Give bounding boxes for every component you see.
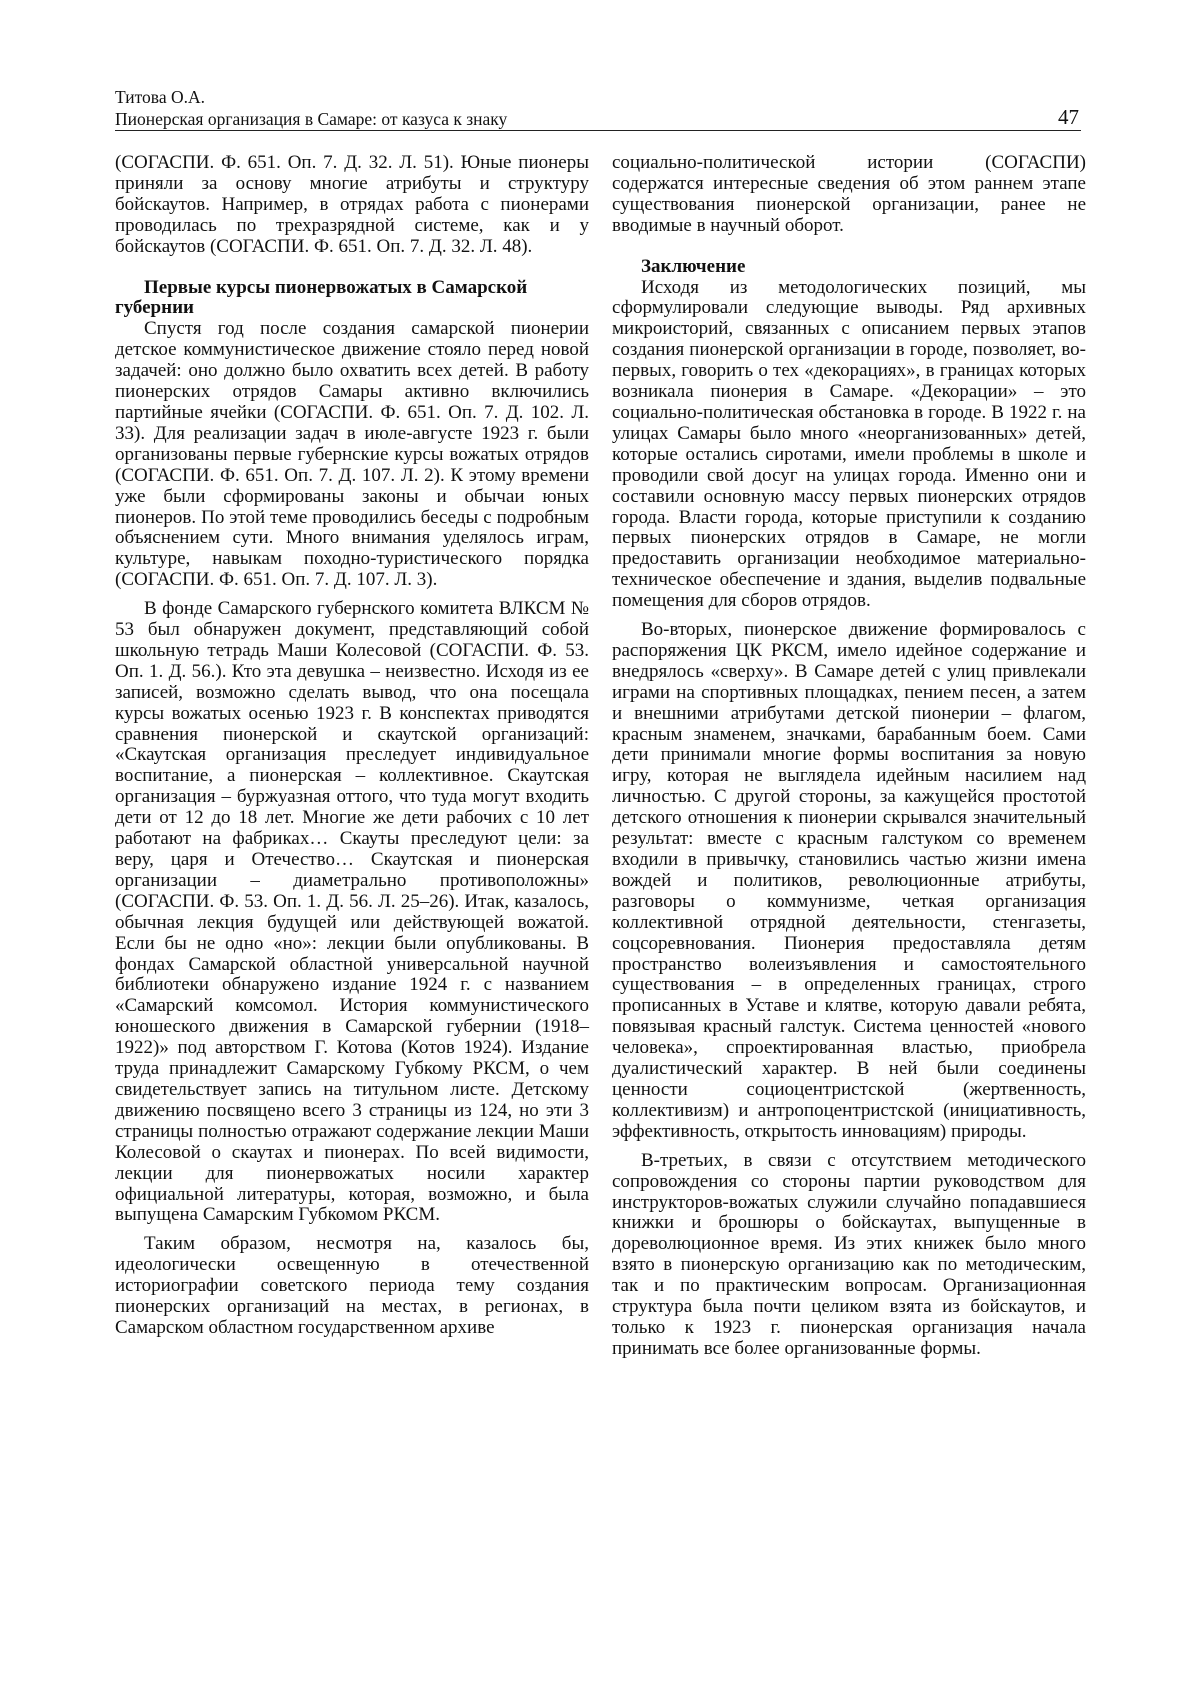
left-paragraph-3: Таким образом, несмотря на, казалось бы, идеологически освещенную в отечественной историографии советского периода тему создания пионерских организаций на местах, в регионах, в Самарском областном государственном архиве — [115, 1233, 589, 1338]
right-paragraph-1: Исходя из методологических позиций, мы сформулировали следующие выводы. Ряд архивных микроисторий, связанных с описанием первых этапов создания пионерской организации в городе, позволяет, во-первых, говорить о тех «декорациях», в границах которых возникала пионерия в Самаре. «Декорации» – это социально-политическая обстановка в городе. В 1922 г. на улицах Самары было много «неорганизованных» детей, которые остались сиротами, имели проблемы в школе и проводили свой досуг на улицах города. Именно они и составили основную массу первых пионерских отрядов города. Власти города, которые приступили к созданию первых пионерских отрядов в Самаре, не могли предоставить организации необходимое материально-техническое обеспечение и здания, выделив подвальные помещения для сборов отрядов. — [612, 276, 1086, 612]
right-paragraph-2: Во-вторых, пионерское движение формировалось с распоряжения ЦК РКСМ, имело идейное содержание и внедрялось «сверху». В Самаре детей с улиц привлекали играми на спортивных площадках, пением песен, а затем и внешними атрибутами детской пионерии – флагом, красным знаменем, значками, барабанным боем. Сами дети принимали многие формы воспитания за новую игру, которая не выглядела идейным насилием над личностью. С другой стороны, за кажущейся простотой детского отношения к пионерии скрывался значительный результат: вместе с красным галстуком со временем входили в привычку, становились частью жизни имена вождей и политиков, революционные атрибуты, разговоры о коммунизме, четкая организация коллективной отрядной деятельности, стенгазеты, соцсоревнования. Пионерия предоставляла детям пространство волеизъявления и самостоятельного существования – в определенных границах, строго прописанных в Уставе и клятве, которую давали ребята, повязывая красный галстук. Система ценностей «нового человека», спроектированная властью, приобрела дуалистический характер. В ней были соединены ценности социоцентристской (жертвенность, коллективизм) и антропоцентристской (инициативность, эффективность, открытость инновациям) природы. — [612, 619, 1086, 1142]
page-number: 47 — [1058, 105, 1079, 129]
left-column — [115, 153, 589, 1339]
left-paragraph-1: Спустя год после создания самарской пионерии детское коммунистическое движение стояло перед новой задачей: оно должно было охватить всех детей. В работу пионерских отрядов Самары активно включились партийные ячейки (СОГАСПИ. Ф. 651. Оп. 7. Д. 102. Л. 33). Для реализации задач в июле-августе 1923 г. были организованы первые губернские курсы вожатых отрядов (СОГАСПИ. Ф. 651. Оп. 7. Д. 107. Л. 2). К этому времени уже были сформированы законы и обычаи юных пионеров. По этой теме проводились беседы с подробным объяснением сути. Много внимания уделялось играм, культуре, навыкам походно-туристического порядка (СОГАСПИ. Ф. 651. Оп. 7. Д. 107. Л. 3). — [115, 318, 589, 591]
right-paragraph-3: В-третьих, в связи с отсутствием методического сопровождения со стороны партии руководством для инструкторов-вожатых служили случайно попадавшиеся книжки и брошюры о бойскаутах, выпущенные в дореволюционное время. Из этих книжек было много взято в пионерскую организацию как по методическим, так и по практическим вопросам. Организационная структура была почти целиком взята из бойскаутов, и только к 1923 г. пионерская организация начала принимать все более организованные формы. — [612, 1149, 1086, 1359]
right-continuation-paragraph: социально-политической истории (СОГАСПИ) содержатся интересные сведения об этом раннем этапе существования пионерской организации, ранее не вводимые в научный оборот. — [612, 152, 1086, 236]
header-running-title: Пионерская организация в Самаре: от казуса к знаку — [115, 109, 508, 129]
running-header — [115, 86, 1081, 131]
left-continuation-paragraph: (СОГАСПИ. Ф. 651. Оп. 7. Д. 32. Л. 51). Юные пионеры приняли за основу многие атрибуты и структуру бойскаутов. Например, в отрядах работа с пионерами проводилась по трехразрядной системе, как и у бойскаутов (СОГАСПИ. Ф. 651. Оп. 7. Д. 32. Л. 48). — [115, 152, 589, 257]
right-column — [612, 153, 1086, 1360]
section-heading-conclusion: Заключение — [641, 255, 746, 277]
header-author: Титова О.А. — [115, 87, 205, 107]
left-paragraph-2: В фонде Самарского губернского комитета ВЛКСМ № 53 был обнаружен документ, представляющий собой школьную тетрадь Маши Колесовой (СОГАСПИ. Ф. 53. Оп. 1. Д. 56.). Кто эта девушка – неизвестно. Исходя из ее записей, возможно сделать вывод, что она посещала курсы вожатых осенью 1923 г. В конспектах приводятся сравнения пионерской и скаутской организаций: «Скаутская организация преследует индивидуальное воспитание, а пионерская – коллективное. Скаутская организация – буржуазная оттого, что туда могут входить дети от 12 до 18 лет. Многие же дети рабочих с 10 лет работают на фабриках… Скауты преследуют цели: за веру, царя и Отечество… Скаутская и пионерская организации – диаметрально противоположны» (СОГАСПИ. Ф. 53. Оп. 1. Д. 56. Л. 25–26). Итак, казалось, обычная лекция будущей или действующей вожатой. Если бы не одно «но»: лекции были опубликованы. В фондах Самарской областной универсальной научной библиотеки обнаружено издание 1924 г. с названием «Самарский комсомол. История коммунистического юношеского движения в Самарской губернии (1918–1922)» под авторством Г. Котова (Котов 1924). Издание труда принадлежит Самарскому Губкому РКСМ, о чем свидетельствует запись на титульном листе. Детскому движению посвящено всего 3 страницы из 124, но эти 3 страницы полностью отражают содержание лекции Маши Колесовой о скаутах и пионерах. По всей видимости, лекции для пионервожатых носили характер официальной литературы, которая, возможно, и была выпущена Самарским Губкомом РКСМ. — [115, 598, 589, 1226]
section-heading-pioneer-courses: Первые курсы пионервожатых в Самарской губернии — [115, 276, 528, 319]
